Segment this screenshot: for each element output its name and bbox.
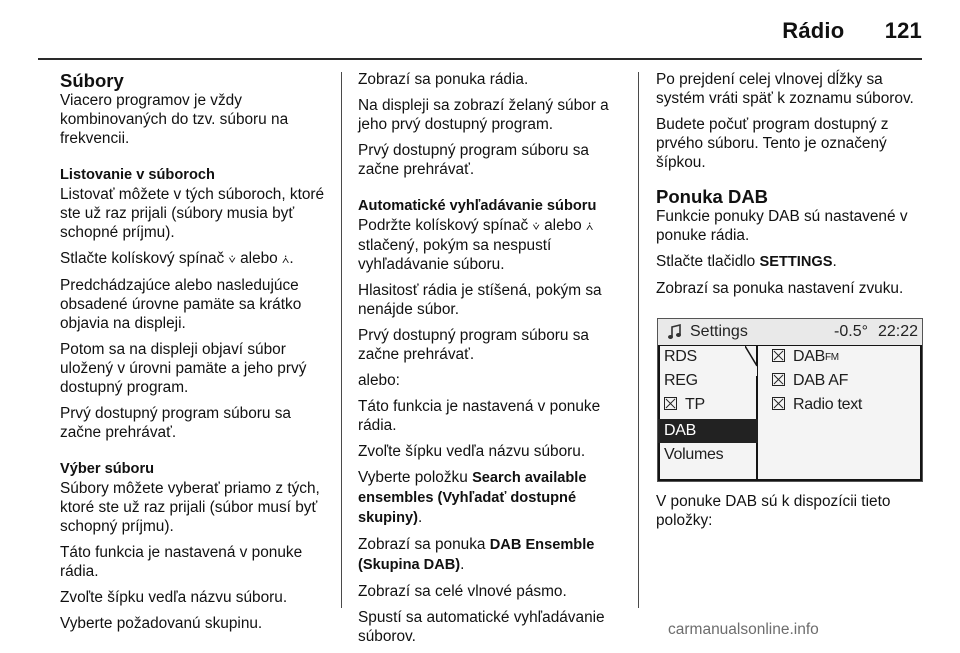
button-reference: SETTINGS xyxy=(759,254,833,270)
display-right-menu xyxy=(758,346,920,479)
paragraph: Podržte kolískový spínač ⩒ alebo ⩑ stlačený, pokým sa nespustí vyhľadávanie súboru. xyxy=(358,217,594,273)
option-dab-fm[interactable]: DABFM xyxy=(772,348,839,366)
checkbox-checked-icon xyxy=(772,397,785,410)
page-header xyxy=(782,18,922,44)
display-temperature: -0.5° xyxy=(834,323,868,340)
display-clock: 22:22 xyxy=(877,323,918,340)
display-title: Settings xyxy=(690,323,748,340)
menu-item-reference: Search available ensembles (Vyhľadať dostupné skupiny) xyxy=(358,470,587,526)
menu-item-tp[interactable]: TP xyxy=(664,396,705,414)
settings-display xyxy=(657,318,923,482)
paragraph: Predchádzajúce alebo nasledujúce obsadené úrovne pamäte sa krátko objavia na displeji. xyxy=(60,277,302,332)
column-3-bottom xyxy=(656,492,928,537)
menu-item-reg[interactable]: REG xyxy=(664,372,698,389)
section-heading-ponuka-dab: Ponuka DAB xyxy=(656,186,769,207)
paragraph: Listovať môžete v tých súboroch, ktoré ste už raz prijali (súbory musia byť schopné príjmu). xyxy=(60,186,325,241)
paragraph: Potom sa na displeji objaví súbor uložený v úrovni pamäte a jeho prvý dostupný program. xyxy=(60,341,307,396)
menu-item-rds[interactable]: RDS xyxy=(664,348,697,365)
paragraph: Zvoľte šípku vedľa názvu súboru. xyxy=(60,589,288,606)
paragraph: Na displeji sa zobrazí želaný súbor a jeho prvý dostupný program. xyxy=(358,97,609,133)
paragraph: Súbory môžete vyberať priamo z tých, ktoré ste už raz prijali (súbor musí byť schopný príjmu). xyxy=(60,480,320,535)
checkbox-checked-icon xyxy=(664,397,677,410)
rocker-up-icon: ⩑ xyxy=(586,219,594,233)
paragraph: Prvý dostupný program súboru sa začne prehrávať. xyxy=(60,405,291,441)
submenu-pointer-icon xyxy=(745,346,757,376)
column-3 xyxy=(656,70,928,305)
page-number: 121 xyxy=(884,18,922,43)
section-heading-subory: Súbory xyxy=(60,70,124,91)
paragraph: Zobrazí sa ponuka nastavení zvuku. xyxy=(656,280,904,297)
option-radio-text[interactable]: Radio text xyxy=(772,396,862,414)
rocker-up-icon: ⩑ xyxy=(282,252,290,266)
paragraph: Zobrazí sa ponuka rádia. xyxy=(358,71,529,88)
rocker-down-icon: ⩒ xyxy=(532,219,540,233)
display-left-menu xyxy=(660,346,756,479)
paragraph: Hlasitosť rádia je stíšená, pokým sa nenájde súbor. xyxy=(358,282,602,318)
menu-name-reference: DAB Ensemble (Skupina DAB) xyxy=(358,537,595,573)
paragraph: Stlačte tlačidlo SETTINGS. xyxy=(656,253,837,270)
paragraph: Vyberte požadovanú skupinu. xyxy=(60,615,263,632)
display-title-bar xyxy=(658,319,922,345)
paragraph: Po prejdení celej vlnovej dĺžky sa systém vráti späť k zoznamu súborov. xyxy=(656,71,914,107)
page-title: Rádio xyxy=(782,18,845,43)
music-note-icon xyxy=(666,323,684,341)
paragraph: Zobrazí sa ponuka DAB Ensemble (Skupina DAB). xyxy=(358,536,595,573)
paragraph: Spustí sa automatické vyhľadávanie súborov. xyxy=(358,609,605,645)
checkbox-checked-icon xyxy=(772,349,785,362)
paragraph: Prvý dostupný program súboru sa začne prehrávať. xyxy=(358,327,589,363)
menu-item-volumes[interactable]: Volumes xyxy=(664,446,724,463)
column-divider-1 xyxy=(341,72,342,608)
subsection-title-automaticke: Automatické vyhľadávanie súboru xyxy=(358,198,597,214)
paragraph: Budete počuť program dostupný z prvého súboru. Tento je označený šípkou. xyxy=(656,116,889,171)
paragraph: Funkcie ponuky DAB sú nastavené v ponuke rádia. xyxy=(656,208,908,244)
paragraph: Viacero programov je vždy kombinovaných do tzv. súboru na frekvencii. xyxy=(60,92,289,147)
paragraph: Prvý dostupný program súboru sa začne prehrávať. xyxy=(358,142,589,178)
paragraph: Táto funkcia je nastavená v ponuke rádia. xyxy=(358,398,601,434)
paragraph: alebo: xyxy=(358,372,400,389)
column-divider-2 xyxy=(638,72,639,608)
paragraph: Táto funkcia je nastavená v ponuke rádia. xyxy=(60,544,303,580)
rocker-down-icon: ⩒ xyxy=(228,252,236,266)
paragraph: V ponuke DAB sú k dispozícii tieto položky: xyxy=(656,493,891,529)
subsection-title-listovanie: Listovanie v súboroch xyxy=(60,167,215,183)
paragraph: Stlačte kolískový spínač ⩒ alebo ⩑. xyxy=(60,250,294,267)
option-dab-af[interactable]: DAB AF xyxy=(772,372,848,390)
paragraph: Vyberte položku Search available ensembles (Vyhľadať dostupné skupiny). xyxy=(358,469,587,526)
watermark[interactable]: carmanualsonline.info xyxy=(668,621,819,638)
paragraph: Zvoľte šípku vedľa názvu súboru. xyxy=(358,443,586,460)
paragraph: Zobrazí sa celé vlnové pásmo. xyxy=(358,583,567,600)
menu-item-dab-selected[interactable]: DAB xyxy=(658,419,760,443)
header-rule xyxy=(38,58,922,60)
checkbox-checked-icon xyxy=(772,373,785,386)
column-1 xyxy=(60,70,332,640)
column-2 xyxy=(358,70,630,653)
subsection-title-vyber: Výber súboru xyxy=(60,461,155,477)
